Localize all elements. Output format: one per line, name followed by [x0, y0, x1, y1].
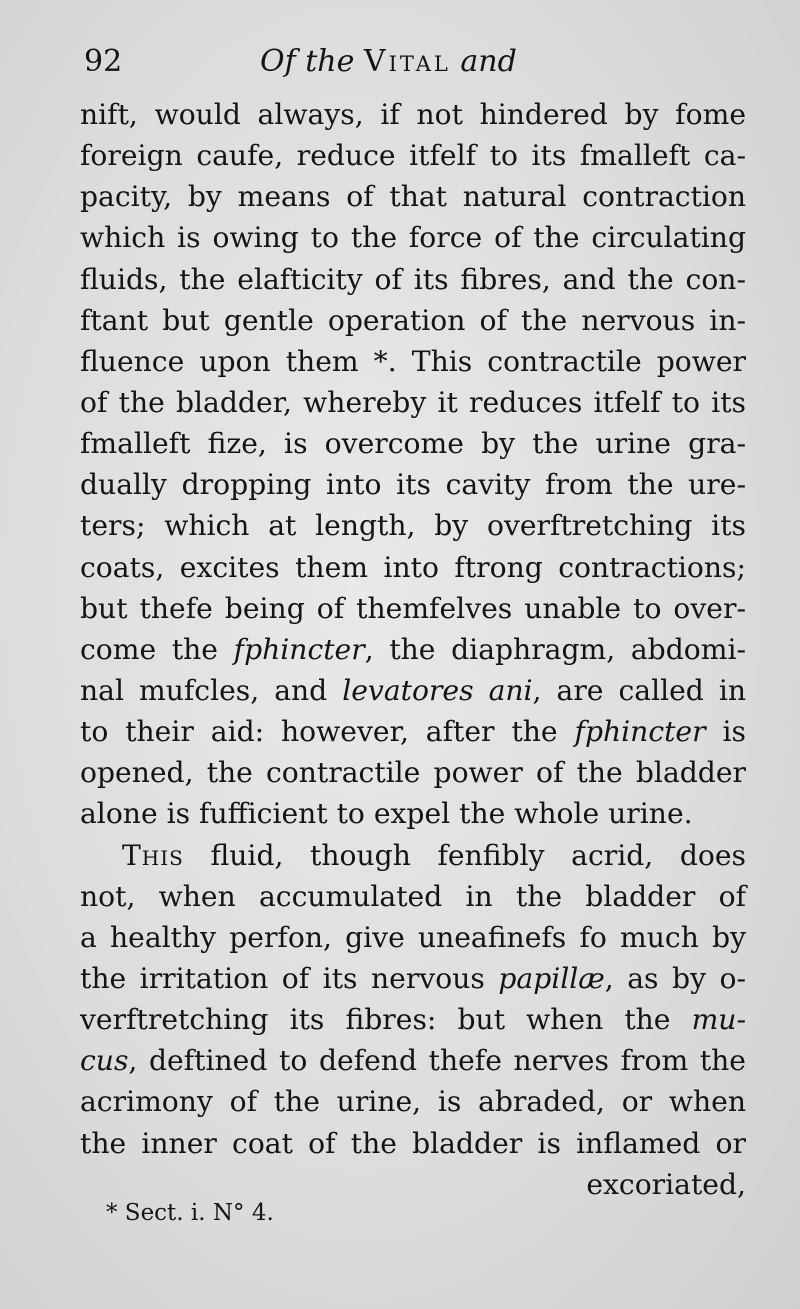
- text-line: [80, 752, 746, 793]
- text-run: ters; which at length, by overftretching its: [80, 509, 746, 543]
- text-line: [80, 999, 746, 1040]
- text-line: [80, 505, 746, 546]
- text-run: , the diaphragm, abdomi-: [364, 632, 746, 666]
- text-run: of the bladder, whereby it reduces itfelf to its: [80, 385, 746, 419]
- text-run: nift, would always, if not hindered by fome: [80, 98, 746, 131]
- page-header: [84, 38, 724, 88]
- body-text: [80, 94, 746, 1205]
- italic-term: cus: [80, 1044, 129, 1078]
- text-line: [80, 217, 746, 258]
- text-run: which is owing to the force of the circulating: [80, 221, 746, 255]
- text-run: but thefe being of themfelves unable to over-: [80, 591, 746, 625]
- text-line: [80, 464, 746, 505]
- text-run: excoriated,: [586, 1167, 746, 1201]
- text-line: [80, 94, 746, 135]
- text-run: , as by o-: [604, 961, 747, 995]
- text-line: [80, 176, 746, 217]
- text-run: the inner coat of the bladder is inflamed or: [80, 1126, 746, 1160]
- text-run: fluid, though fenfibly acrid, does: [183, 838, 746, 872]
- italic-term: mu-: [691, 1003, 746, 1037]
- text-run: foreign caufe, reduce itfelf to its fmalleft ca-: [80, 139, 746, 173]
- text-run: acrimony of the urine, is abraded, or when: [80, 1085, 746, 1119]
- text-line: [80, 1081, 746, 1122]
- text-run: nal mufcles, and: [80, 673, 343, 707]
- catchword: [80, 1164, 746, 1205]
- page-number: 92: [84, 44, 123, 79]
- text-run: coats, excites them into ftrong contractions;: [80, 550, 746, 584]
- text-run: , are called in: [532, 673, 746, 707]
- running-head: [260, 44, 517, 79]
- text-line: [80, 259, 746, 300]
- text-line: [80, 588, 746, 629]
- text-run: a healthy perfon, give uneafinefs fo much by: [80, 920, 746, 954]
- text-run: ftant but gentle operation of the nervous in-: [80, 303, 746, 337]
- text-line: [80, 876, 746, 917]
- text-run: , deftined to defend thefe nerves from the: [128, 1044, 746, 1078]
- footnote: * Sect. i. N° 4.: [106, 1200, 274, 1226]
- italic-term: fphincter: [233, 632, 365, 666]
- italic-term: fphincter: [574, 715, 706, 749]
- running-head-caps: Vital: [363, 44, 451, 79]
- text-line: [80, 711, 746, 752]
- text-run: the irritation of its nervous: [80, 961, 499, 995]
- text-run: come the: [80, 632, 234, 666]
- text-line: [80, 1040, 746, 1081]
- text-line: [80, 382, 746, 423]
- text-run: verftretching its fibres: but when the: [80, 1003, 692, 1037]
- text-run: fluence upon them *. This contractile power: [80, 344, 746, 378]
- text-line: [80, 1123, 746, 1164]
- text-run: pacity, by means of that natural contraction: [80, 180, 746, 214]
- text-line: [80, 793, 746, 834]
- text-run: to their aid: however, after the: [80, 715, 575, 749]
- small-caps-word: This: [122, 838, 184, 872]
- text-run: opened, the contractile power of the bladder: [80, 756, 746, 790]
- text-line: [80, 547, 746, 588]
- text-run: fluids, the elafticity of its fibres, and the con-: [80, 262, 746, 296]
- running-head-prefix: Of the: [260, 44, 355, 79]
- text-run: not, when accumulated in the bladder of: [80, 879, 746, 913]
- text-line: [80, 300, 746, 341]
- text-run: is: [705, 715, 746, 749]
- text-run: alone is fufficient to expel the whole urine.: [80, 797, 693, 831]
- text-line: [80, 629, 746, 670]
- text-line: [80, 958, 746, 999]
- text-run: fmalleft fize, is overcome by the urine gra-: [80, 427, 746, 461]
- italic-term: levatores ani: [342, 673, 533, 707]
- text-run: dually dropping into its cavity from the ure-: [80, 468, 746, 502]
- text-line: [80, 670, 746, 711]
- text-line: [80, 423, 746, 464]
- text-line: [80, 835, 746, 876]
- text-line: [80, 135, 746, 176]
- italic-term: papillæ: [498, 961, 605, 995]
- running-head-suffix: and: [460, 44, 517, 79]
- text-line: [80, 917, 746, 958]
- text-line: [80, 341, 746, 382]
